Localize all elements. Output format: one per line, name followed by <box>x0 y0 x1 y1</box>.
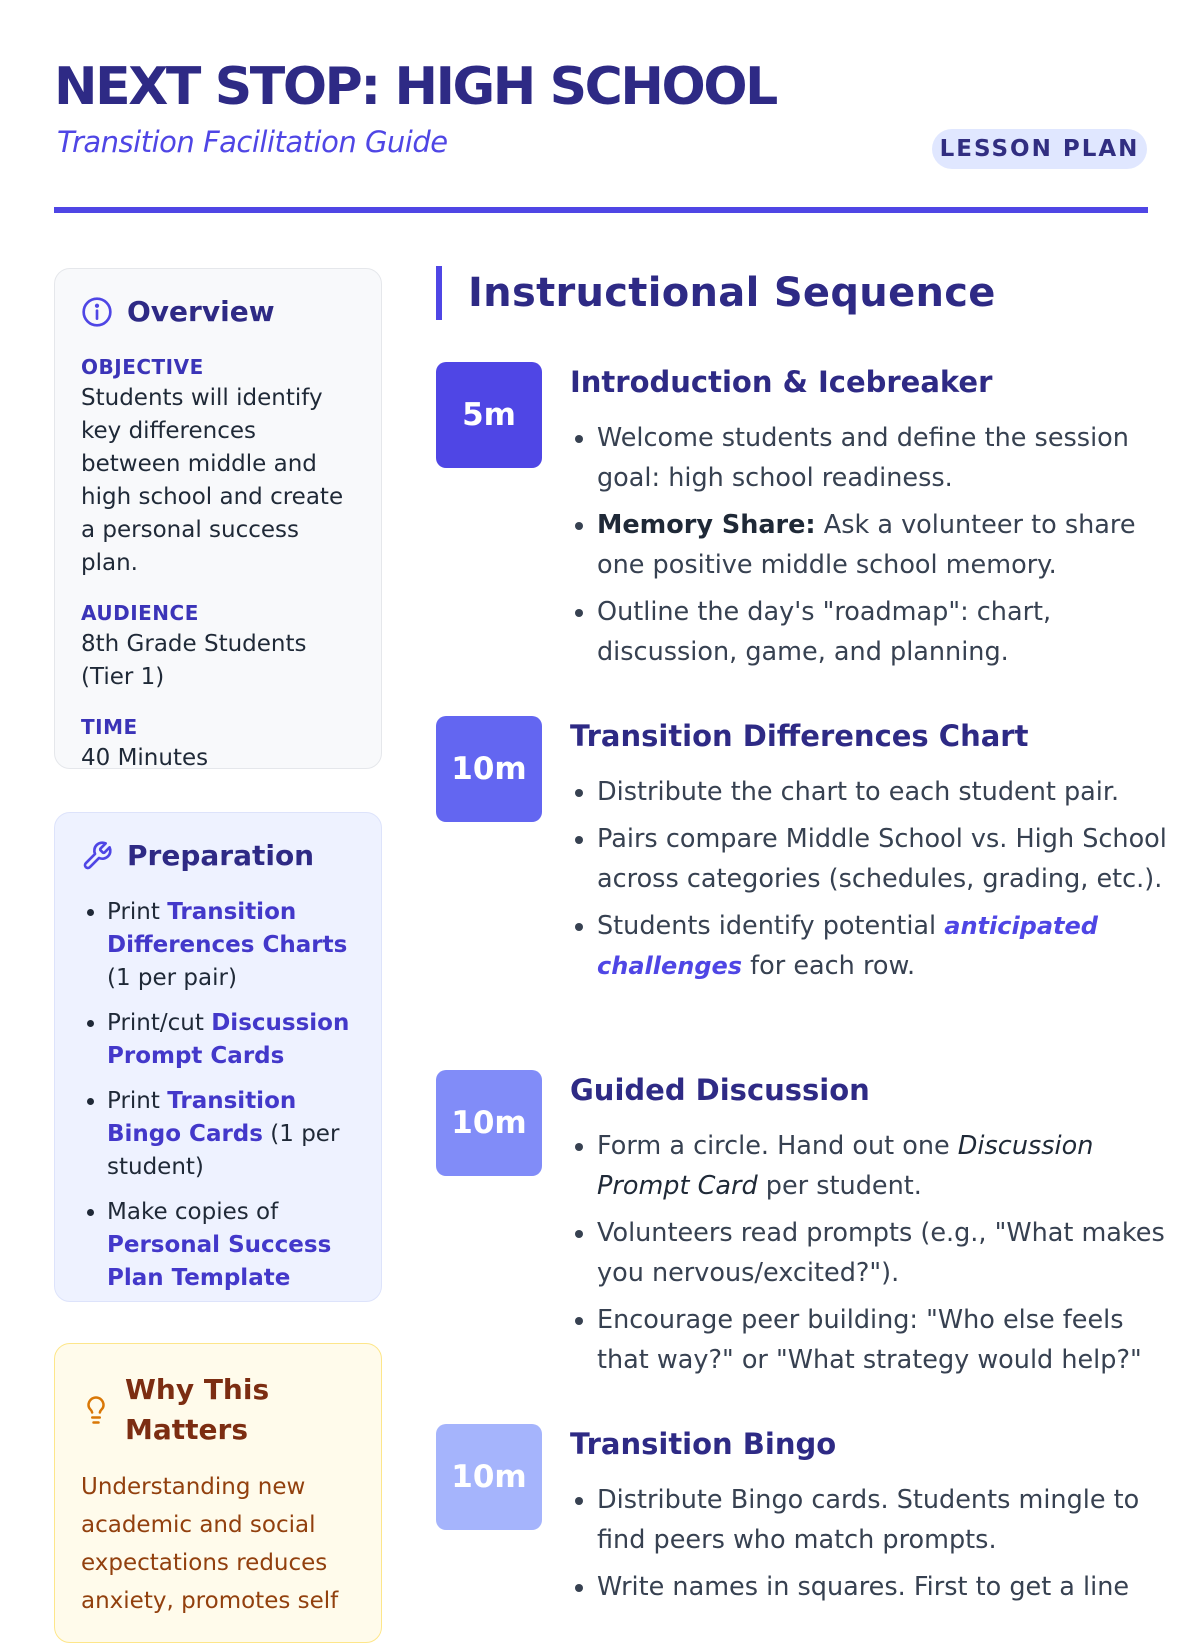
audience-label: AUDIENCE <box>81 601 199 625</box>
why-text: Understanding new academic and social expectations reduces anxiety, promotes self <box>81 1474 339 1614</box>
lesson-plan-badge: LESSON PLAN <box>932 129 1147 169</box>
preparation-heading: Preparation <box>127 839 315 872</box>
why-card <box>54 1343 382 1643</box>
wrench-icon <box>81 840 113 872</box>
step-bullets <box>570 1126 1167 1387</box>
step-title: Transition Bingo <box>570 1427 837 1461</box>
step-title: Guided Discussion <box>570 1073 870 1107</box>
step-bullet: • Form a circle. Hand out one Discussion Prompt Card per student. <box>597 1126 1167 1206</box>
step-bullet: • Pairs compare Middle School vs. High School across categories (schedules, grading, etc.). <box>597 819 1167 899</box>
page-subtitle: Transition Facilitation Guide <box>57 125 448 159</box>
overview-heading: Overview <box>127 295 275 328</box>
audience-value: 8th Grade Students (Tier 1) <box>81 631 307 690</box>
step-bullet: • Outline the day's "roadmap": chart, discussion, game, and planning. <box>597 592 1167 672</box>
step-bullet: • Distribute Bingo cards. Students mingle to find peers who match prompts. <box>597 1480 1167 1560</box>
preparation-card <box>54 812 382 1302</box>
info-circle-icon <box>81 296 113 328</box>
step-bullet: • Write names in squares. First to get a line <box>597 1567 1167 1607</box>
preparation-item: • Print/cut Discussion Prompt Cards <box>107 1007 355 1073</box>
duration-badge: 5m <box>436 362 542 468</box>
duration-badge: 10m <box>436 716 542 822</box>
lightbulb-icon <box>81 1395 111 1425</box>
time-label: TIME <box>81 715 138 739</box>
step-title: Introduction & Icebreaker <box>570 365 993 399</box>
duration-badge: 10m <box>436 1070 542 1176</box>
preparation-item: • Make copies of Personal Success Plan Template <box>107 1196 355 1295</box>
step-bullet: • Volunteers read prompts (e.g., "What makes you nervous/excited?"). <box>597 1213 1167 1293</box>
preparation-item: • Print Transition Differences Charts (1 per pair) <box>107 896 355 995</box>
why-header <box>81 1370 355 1450</box>
step-bullet: • Students identify potential anticipated challenges for each row. <box>597 906 1167 986</box>
step-bullets <box>570 772 1167 993</box>
overview-card <box>54 268 382 769</box>
time-value: 40 Minutes <box>81 745 209 771</box>
objective-label: OBJECTIVE <box>81 355 204 379</box>
step-bullet: • Memory Share: Ask a volunteer to share one positive middle school memory. <box>597 505 1167 585</box>
sequence-title: Instructional Sequence <box>436 266 996 320</box>
step-title: Transition Differences Chart <box>570 719 1029 753</box>
step-bullets <box>570 418 1167 679</box>
why-heading: Why This Matters <box>125 1373 270 1446</box>
header-divider <box>54 207 1148 213</box>
page-title: NEXT STOP: HIGH SCHOOL <box>54 57 776 117</box>
preparation-item: • Print Transition Bingo Cards (1 per student) <box>107 1085 355 1184</box>
preparation-header <box>81 839 355 872</box>
step-bullets <box>570 1480 1167 1614</box>
overview-header <box>81 295 355 328</box>
duration-badge: 10m <box>436 1424 542 1530</box>
objective-value: Students will identify key differences between middle and high school and create a personal success plan. <box>81 385 344 576</box>
preparation-list <box>81 896 355 1295</box>
step-bullet: • Distribute the chart to each student pair. <box>597 772 1167 812</box>
step-bullet: • Welcome students and define the session goal: high school readiness. <box>597 418 1167 498</box>
step-bullet: • Encourage peer building: "Who else feels that way?" or "What strategy would help?" <box>597 1300 1167 1380</box>
